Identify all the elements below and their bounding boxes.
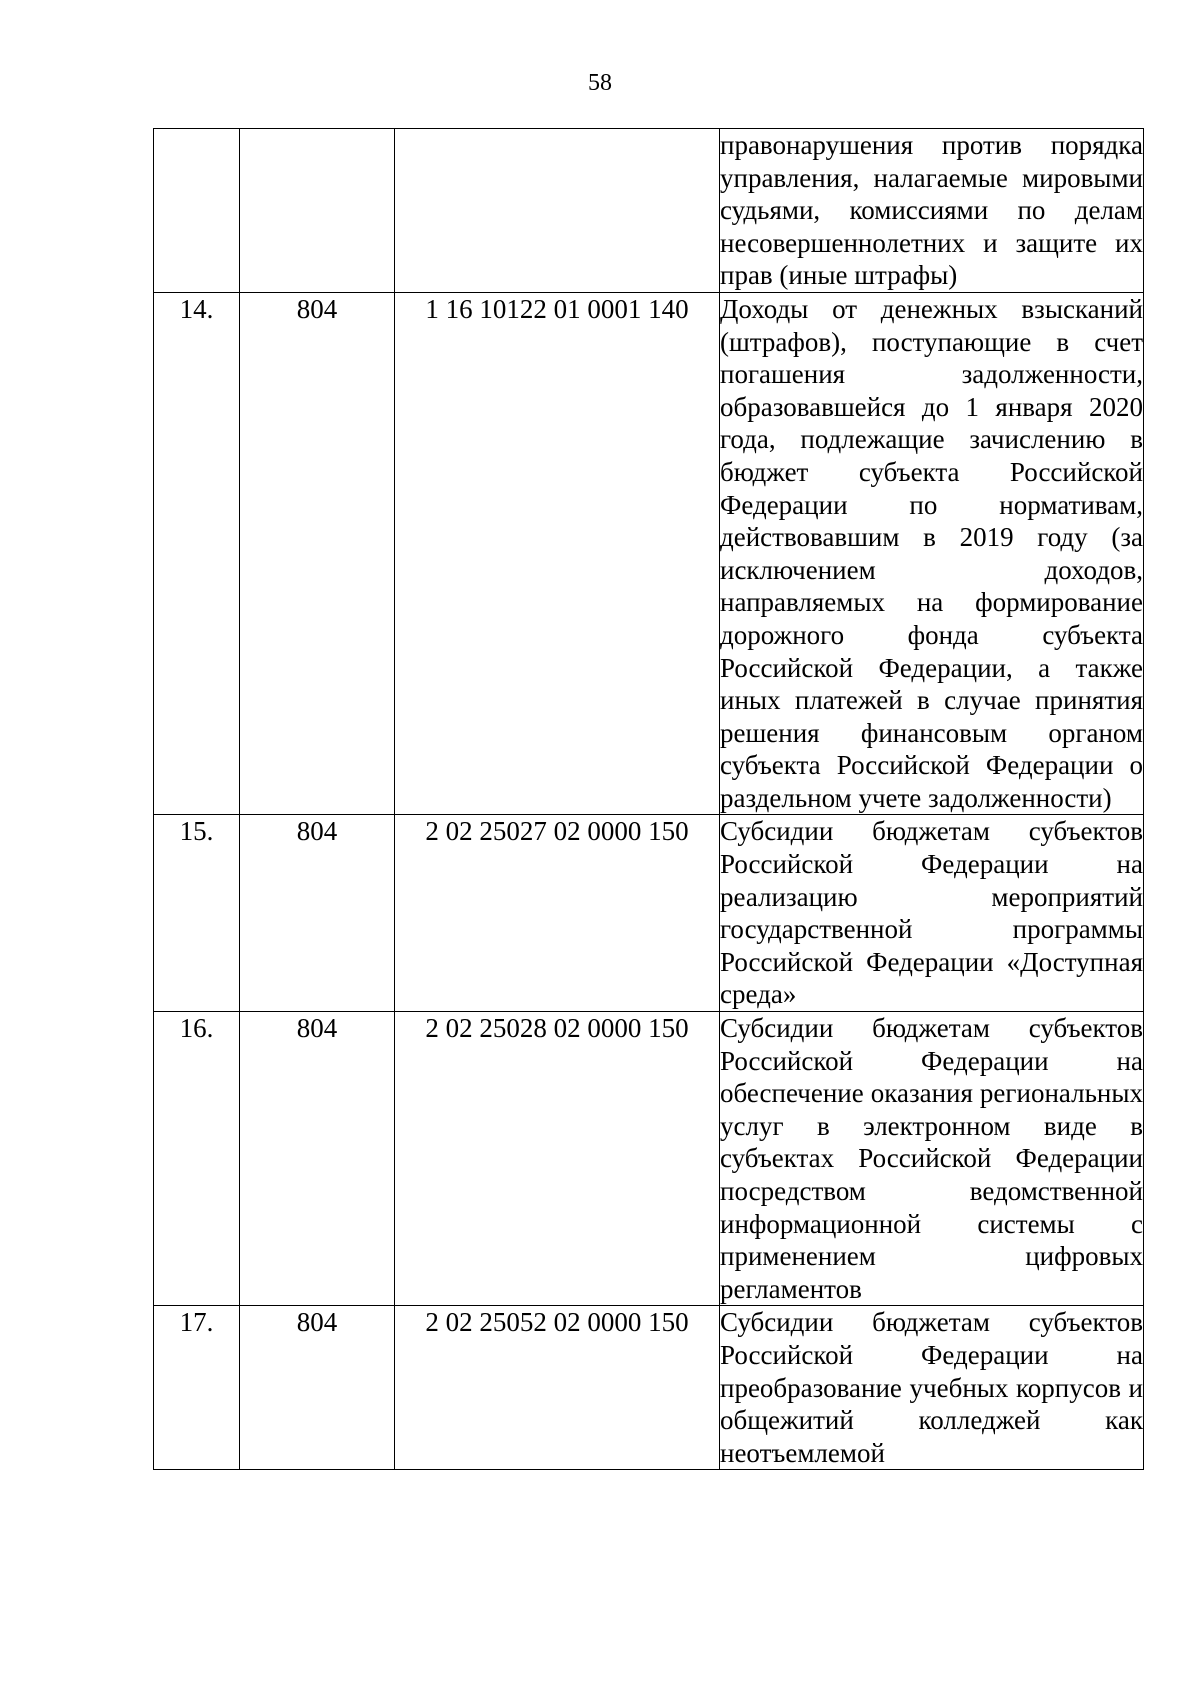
revenue-description-cell: правонарушения против порядка управления, налагаемые мировыми судьями, комиссиями по делам несовершеннолетних и защите их прав (иные штрафы) bbox=[720, 129, 1144, 293]
revenue-description-cell: Субсидии бюджетам субъектов Российской Федерации на реализацию мероприятий государственной программы Российской Федерации «Доступная среда» bbox=[720, 815, 1144, 1012]
table-row bbox=[154, 292, 1144, 815]
administrator-code-cell: 804 bbox=[240, 292, 395, 815]
row-number-cell bbox=[154, 129, 240, 293]
revenue-classification-table bbox=[153, 128, 1144, 1470]
administrator-code-cell: 804 bbox=[240, 1306, 395, 1470]
table-row bbox=[154, 1012, 1144, 1306]
budget-classification-code-cell: 2 02 25028 02 0000 150 bbox=[395, 1012, 720, 1306]
revenue-description-cell: Доходы от денежных взысканий (штрафов), поступающие в счет погашения задолженности, образовавшейся до 1 января 2020 года, подлежащие зачислению в бюджет субъекта Российской Федерации по нормативам, действовавшим в 2019 году (за исключением доходов, направляемых на формирование дорожного фонда субъекта Российской Федерации, а также иных платежей в случае принятия решения финансовым органом субъекта Российской Федерации о раздельном учете задолженности) bbox=[720, 292, 1144, 815]
budget-classification-code-cell: 2 02 25027 02 0000 150 bbox=[395, 815, 720, 1012]
budget-classification-code-cell bbox=[395, 129, 720, 293]
administrator-code-cell bbox=[240, 129, 395, 293]
budget-classification-code-cell: 2 02 25052 02 0000 150 bbox=[395, 1306, 720, 1470]
administrator-code-cell: 804 bbox=[240, 815, 395, 1012]
administrator-code-cell: 804 bbox=[240, 1012, 395, 1306]
row-number-cell: 14. bbox=[154, 292, 240, 815]
page-number: 58 bbox=[588, 70, 612, 96]
revenue-description-cell: Субсидии бюджетам субъектов Российской Федерации на обеспечение оказания региональных услуг в электронном виде в субъектах Российской Федерации посредством ведомственной информационной системы с применением цифровых регламентов bbox=[720, 1012, 1144, 1306]
row-number-cell: 15. bbox=[154, 815, 240, 1012]
budget-classification-code-cell: 1 16 10122 01 0001 140 bbox=[395, 292, 720, 815]
row-number-cell: 16. bbox=[154, 1012, 240, 1306]
table-row bbox=[154, 815, 1144, 1012]
revenue-description-cell: Субсидии бюджетам субъектов Российской Федерации на преобразование учебных корпусов и общежитий колледжей как неотъемлемой bbox=[720, 1306, 1144, 1470]
row-number-cell: 17. bbox=[154, 1306, 240, 1470]
table-row bbox=[154, 1306, 1144, 1470]
table-row bbox=[154, 129, 1144, 293]
